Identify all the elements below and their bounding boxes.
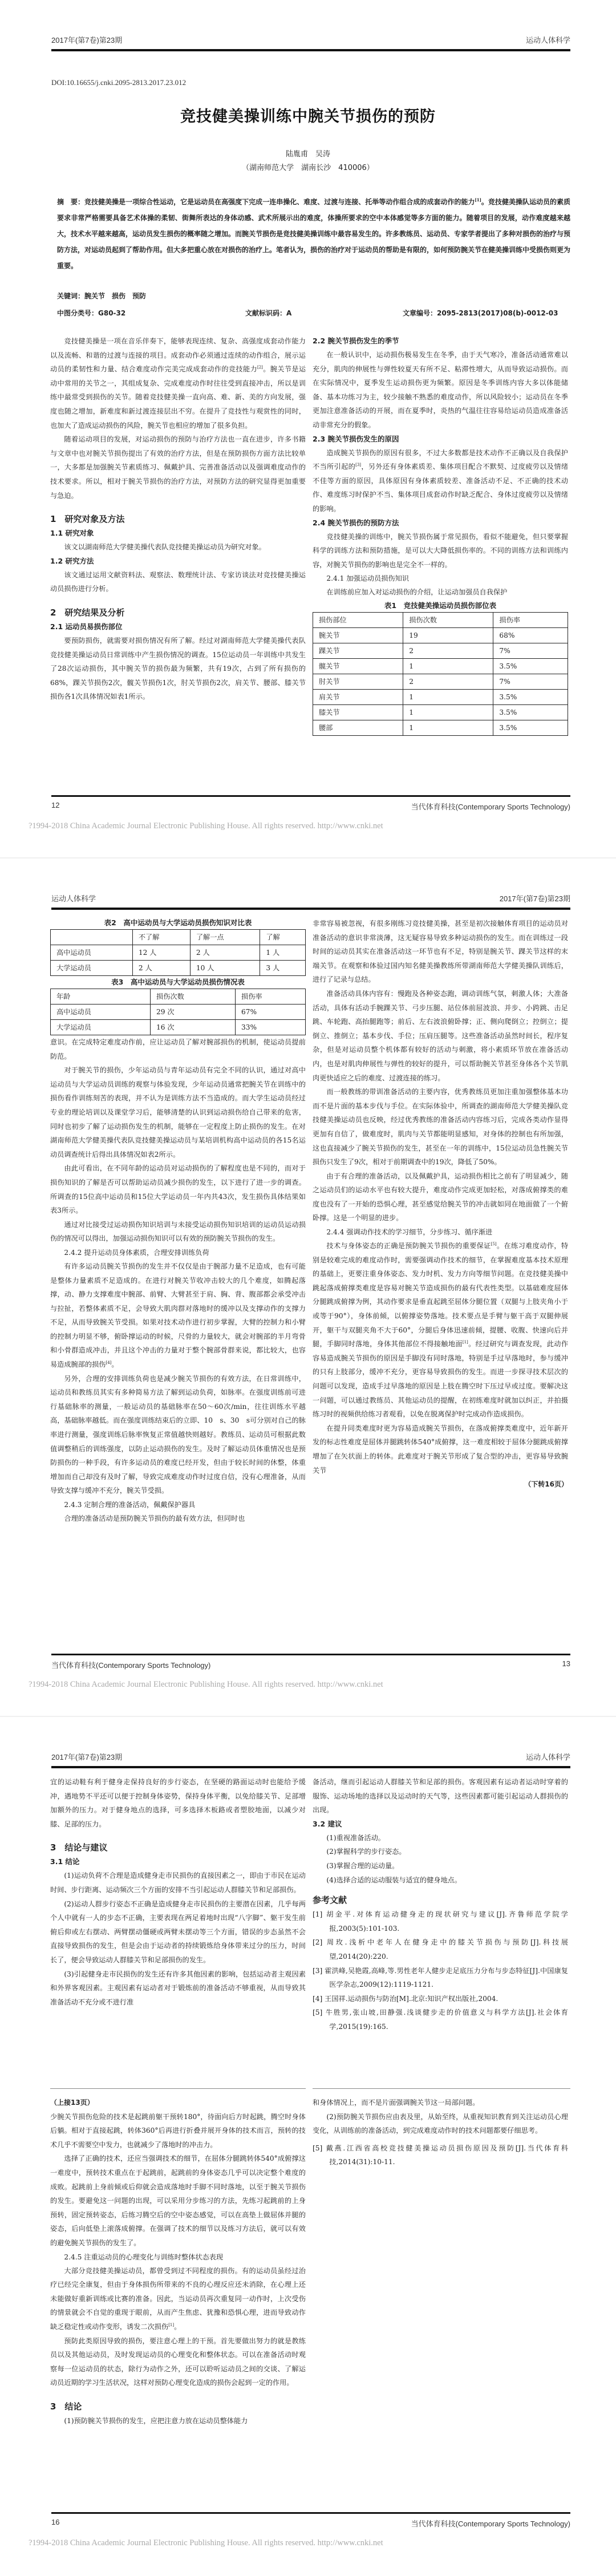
table-cell: 高中运动员 — [51, 945, 133, 961]
subsubsection-heading: 2.4.3 定制合理的准备活动，佩戴保护器具 — [64, 1501, 196, 1509]
table-cell: 2 人 — [190, 945, 260, 961]
table-header-cell: 损伤率 — [493, 612, 568, 627]
table-cell: 踝关节 — [313, 643, 403, 658]
issue-label: 2017年(第7卷)第23期 — [499, 894, 570, 903]
subsection-heading: 1.2 研究方法 — [50, 556, 94, 565]
table-cell: 67% — [236, 1005, 306, 1020]
reference-item: [5] 戴燕.江西省高校竞技健美操运动员损伤原因及预防[J].当代体育科技,2014(31):10-11. — [313, 2144, 568, 2166]
table-row — [51, 1020, 306, 1035]
table-row — [313, 674, 568, 689]
column-left-upper — [50, 1775, 306, 2009]
table-row — [313, 689, 568, 704]
page-footer — [51, 2518, 570, 2530]
table-cell: 2 — [403, 674, 493, 689]
footer-rule — [51, 1654, 570, 1655]
paragraph: 技术与身体姿态的正确是预防腕关节损伤的重要保证[5]。在练习难度动作，特别是较难完成的难度动作时，需要强调动作技术的细节，在掌握难度基本技术原理的基础上，更要注重身体姿态、发力时机、发力方向等细节问题。在竞技健美操中跳起落成俯撑类难度是容易对腕关节造成损伤的最有代表性类型。以基础难度屈体分腿跳成俯撑为例，其动作要求是垂直起跳至屈体分腿位置（双腿与上肢夹角小于或等于90°），身体前倾，以俯撑姿势落地。技术要点是手臂与躯干高于双腿伸展开，躯干与双腿夹角不大于60°，分腿后身体迅速前倾，提腰、收腹、快速向后并腿，手脚同时落地，身体其他部位不得接触地面[1]。经过研究与调查发现，此动作容易造成腕关节损伤的原因是手脚没有同时落地，特别是手过早落地时，参与缓冲的只有上肢部分，缓冲不充分，更容易导致损伤的发生。而进一步探寻技术层次的问题可以发现，造成手过早落地的原因是上肢在腾空时下压过早或过度。要解决这一问题，可以通过教练员、其他运动员的提醒，在初练难度时就加以纠正，并拍摄练习时的视频供给练习者观看，以免在脱离保护时完成动作造成损伤。 — [313, 1242, 569, 1419]
table-cell: 2 — [403, 643, 493, 658]
abstract — [57, 194, 570, 274]
paragraph: 对于腕关节的损伤，少年运动员与青年运动员有完全不同的认识，通过对高中运动员与大学运动员训练的观察与体验发现，少年运动员通常把腕关节在训练中的损伤看作训练刻苦的表现，并不认为是训练方法不当造成的。而大学生运动员经过专业的理论培训以及课堂学习后，能够清楚的认识到运动损伤给自己带来的危害，同时也初步了解了运动损伤发生的机制，能够在一定程度上防止损伤的发生。在对湖南师范大学健美操代表队竞技健美操运动员与某培训机构高中运动员的各15名运动员调查统计后得出具体情况如表2所示。 — [50, 1066, 306, 1159]
table-cell: 2 人 — [132, 961, 190, 976]
suggestion-item: (2)掌握科学的步行姿态。 — [326, 1848, 406, 1856]
paragraph: 随着运动项目的发展，对运动损伤的预防与治疗方法也一直在进步，许多书籍与文章中也对腕关节损伤提出了有效的治疗方法，但是在预防损伤方面方法比较单一，大多都是加强腕关节素质练习、佩戴护具、完善准备活动以及强调难度动作的技术要求。所以，相对于腕关节损伤的治疗方法，对预防方法的研究显得更加重要与急迫。 — [50, 435, 306, 500]
suggestion-item: (3)掌握合理的运动量。 — [326, 1861, 399, 1870]
section-heading: 1 研究对象及方法 — [50, 514, 125, 525]
paragraph: 由于有合理的准备活动，以及佩戴护具，运动损伤相比之前有了明显减少，随之运动员们的运动水平也有较大提升，难度动作完成更加轻松，对落成俯撑类的难度也没有了一开始的恐惧心理，甚至感觉给腕关节的冲击就如同在地面做了一个俯卧撑。这是一个明显的进步。 — [313, 1172, 568, 1222]
abstract-label: 摘 要： — [57, 198, 85, 206]
article-number: 文章编号：2095-2813(2017)08(b)-0012-03 — [403, 309, 558, 317]
table-cell: 腰部 — [313, 720, 403, 735]
table-2 — [50, 929, 306, 976]
table-row — [51, 1005, 306, 1020]
reference-item: [2] 周玫.浅析中老年人在健身走中的膝关节损伤与预防[J].科技展望,2014(20):220. — [313, 1938, 568, 1961]
affiliation: （湖南师范大学 湖南长沙 410006） — [242, 164, 374, 172]
table-header-cell: 了解 — [260, 930, 306, 945]
footer-rule — [51, 795, 570, 797]
paragraph: 在一般认识中，运动损伤极易发生在冬季，由于天气寒冷，准备活动通常难以充分，肌肉的伸展性与弹性较夏天有所不足、粘滞性增大，从而导致运动损伤。而在实际情况中，夏季发生运动损伤更为频繁。原因是冬季训练内容大多以体能储备、基本功练习为主，较少接触不熟悉的难度动作，所以风险较小；运动员在冬季更加注意准备活动的开展，而在夏季时，炎热的气温往往容易给运动员造成准备活动非常充分的假象。 — [313, 351, 568, 429]
table-header-row — [51, 989, 306, 1005]
article-divider — [313, 2088, 570, 2089]
keywords-value: 腕关节 损伤 预防 — [84, 292, 147, 300]
page-16 — [0, 1717, 616, 2575]
paragraph: 和身体情况上，而不是片面强调腕关节这一局部问题。 — [313, 2099, 480, 2107]
table-cell: 1 — [403, 704, 493, 720]
reference-item: [5] 牛胜男,张山坡,田静强.浅谈健步走的价值意义与科学方法[J].社会体育学,2015(19):165. — [313, 2008, 568, 2031]
page-footer — [51, 1659, 570, 1672]
page-number: 13 — [562, 1659, 570, 1668]
paragraph: 大部分竞技健美操运动员，都曾受到过不同程度的损伤。有的运动员虽经过治疗已经完全康复，但由于身体损伤所带来的不良的心理反应还未消除，在心理上还未能做好重新训练或比赛的准备。因此，当运动员再次重复同一动作时，上次受伤的情景就会不自觉的重现于眼前，从而产生焦虑、犹豫和恐惧心理，进而导致动作缺乏稳定性或动作变形，诱发二次损伤[1]。 — [50, 2266, 306, 2331]
table-row — [313, 704, 568, 720]
paragraph: 另外，合理的安排训练负荷也是减少腕关节损伤的有效方法，在日常训练中，运动员和教练员其实有多种简易方法了解到运动负荷，如脉率。在强度训练前可进行基础脉率的测量，一般运动员的基础脉率在50～60次/min，往往训练水平越高，基础脉率越低。而在强度训练结束后的立即、10 s、30 s可分别对自己的脉率进行测量，强度训练后脉率恢复正常值越快则越好。教练员、运动员可根据此数值调整稍后的训练强度，以防止运动损伤的发生。及时了解运动员体重情况也是预防损伤的一种手段，有许多运动员的难度已经开发，但由于较长时间的休整，体重增加而自己却没有及时了解，导致完成难度动作时过度自信，没有心理准备，从而导致支撑与缓冲不充分，腕关节受损。 — [50, 1374, 306, 1495]
table-cell: 3.5% — [493, 658, 568, 674]
citation[interactable]: [3] — [355, 463, 362, 468]
table-header-cell — [51, 930, 133, 945]
page-header — [51, 893, 570, 905]
citation[interactable]: [2] — [257, 365, 263, 370]
page-13 — [0, 858, 616, 1717]
table-header-cell: 了解一点 — [190, 930, 260, 945]
column-right — [313, 917, 568, 1492]
table-2-caption: 表2 高中运动员与大学运动员损伤知识对比表 — [104, 918, 252, 927]
table-row — [313, 658, 568, 674]
citation[interactable]: [1] — [168, 2322, 175, 2327]
subsubsection-heading: 2.4.5 注重运动员的心理变化与训练时整体状态表现 — [64, 2253, 224, 2261]
references-list — [313, 1907, 568, 2034]
section-heading: 2 研究结果及分析 — [50, 607, 125, 618]
table-header-row — [51, 930, 306, 945]
paragraph: 备活动，继而引起运动人群膝关节和足部的损伤。客观因素有运动者运动时穿着的服饰、运动场地的选择以及运动时的天气等，这些因素都可能引起运动人群损伤的出现。 — [313, 1778, 568, 1814]
document-code: 文献标识码：A — [245, 309, 292, 317]
subsubsection-heading: 2.4.1 加强运动员损伤知识 — [326, 574, 409, 583]
paragraph: (1)运动负荷不合理是造成健身走市民损伤的直接因素之一，即由于市民在运动时间、步行距离、运动频次三个方面的安排不当引起运动人群膝关节和足部损伤。 — [50, 1872, 306, 1894]
table-cell: 高中运动员 — [51, 1005, 151, 1020]
table-row — [313, 720, 568, 735]
reference-item: [1] 胡金平.对体育运动健身走的现状研究与建议[J].齐鲁师范学院学报,2003(5):101-103. — [313, 1910, 568, 1933]
journal-name: 当代体育科技(Contemporary Sports Technology) — [411, 803, 570, 811]
table-cell: 68% — [493, 627, 568, 643]
table-cell: 10 人 — [190, 961, 260, 976]
references-list — [313, 2141, 568, 2169]
paragraph: 合理的准备活动是预防腕关节损伤的最有效方法，但同时也 — [64, 1514, 245, 1522]
section-heading: 3 结论与建议 — [50, 1842, 108, 1853]
citation[interactable]: [1] — [475, 197, 481, 202]
paragraph: 在提升同类难度时更为容易造成腕关节损伤，在落成俯撑类难度中，近年新开发的标志性难度是屈体并腿跳转体540°成俯撑，这一难度相较于屈体分腿跳成俯撑增加了在矢状面上的转体。此难度对于腕关节形成了复合型的冲击，更容易导致腕关节 — [313, 1424, 568, 1475]
table-row — [51, 945, 306, 961]
paragraph: 该文通过运用文献资料法、观察法、数理统计法、专家访谈法对竞技健美操运动员损伤进行分析。 — [50, 570, 306, 593]
journal-name: 当代体育科技(Contemporary Sports Technology) — [51, 1661, 211, 1670]
paragraph: (2)预防腕关节损伤应由表及里，从始至终，从重视知识教育到关注运动员心理变化，从训练前的准备活动，到完成难度动作时的技术问题都要仔细思考。 — [313, 2112, 568, 2135]
subsection-heading: 2.4 腕关节损伤的预防方法 — [313, 518, 399, 527]
paragraph: 在训练前应加入对运动损伤的介绍，让运动加强员自我保护 — [326, 588, 508, 597]
page-header — [51, 34, 570, 47]
table-cell: 16 次 — [151, 1020, 236, 1035]
table-cell: 7% — [493, 674, 568, 689]
table-cell: 33% — [236, 1020, 306, 1035]
paragraph: (1)预防腕关节损伤的发生，应把注意力放在运动员整体能力 — [64, 2416, 248, 2425]
issue-label: 2017年(第7卷)第23期 — [51, 36, 123, 44]
table-3 — [50, 989, 306, 1035]
table-cell: 腕关节 — [313, 627, 403, 643]
column-left — [50, 334, 306, 704]
subsection-heading: 2.3 腕关节损伤发生的原因 — [313, 434, 399, 443]
subsection-heading: 3.1 结论 — [50, 1857, 80, 1866]
issue-label: 2017年(第7卷)第23期 — [51, 1753, 123, 1761]
footer-rule — [51, 2512, 570, 2514]
table-cell: 1 — [403, 720, 493, 735]
table-header-cell: 损伤部位 — [313, 612, 403, 627]
header-rule — [51, 49, 570, 51]
page-number: 12 — [51, 801, 60, 809]
column-right-lower — [313, 2096, 568, 2169]
table-header-cell: 损伤次数 — [403, 612, 493, 627]
section-label: 运动人体科学 — [525, 36, 570, 44]
subsubsection-heading: 2.4.2 提升运动员身体素质，合理安排训练负荷 — [64, 1248, 209, 1257]
page-number: 16 — [51, 2518, 60, 2526]
table-cell: 1 人 — [260, 945, 306, 961]
table-cell: 1 — [403, 658, 493, 674]
section-heading: 3 结论 — [50, 2401, 82, 2412]
table-cell: 大学运动员 — [51, 961, 133, 976]
table-cell: 1 — [403, 689, 493, 704]
paragraph: 该文以湖南师范大学健美操代表队竞技健美操运动员为研究对象。 — [64, 543, 266, 552]
clc-number: 中图分类号：G80-32 — [57, 309, 126, 317]
copyright-line: ?1994-2018 China Academic Journal Electronic Publishing House. All rights reserved. http://www.cnki.net — [29, 1680, 383, 1689]
paragraph: 通过对比接受过运动损伤知识培训与未接受运动损伤知识培训的运动员运动损伤的情况可以得出，加强运动损伤知识可以有效的预防腕关节损伤的发生。 — [50, 1220, 306, 1243]
keywords — [57, 291, 146, 301]
subsection-heading: 2.1 运动员易损伤部位 — [50, 622, 123, 631]
authors: 陆胤甫 吴涛 — [285, 150, 330, 159]
table-row — [313, 627, 568, 643]
table-cell: 7% — [493, 643, 568, 658]
reference-item: [4] 王国祥.运动损伤与防治[M].北京:知识产权出版社,2004. — [313, 1994, 499, 2003]
paragraph: 有许多运动员腕关节损伤的发生并不仅仅是由于腕部力量不足造成，也有可能是整体力量素质不足造成的。在进行对腕关节收冲击较大的几个难度，如腾起落撑，动、静力支撑难度中腕部、前臂、大臂甚至于肩、胸、背、腹部都会承受冲击与拉扯，若整体素质不足，会导致大肌肉群对落地时的缓冲以及支撑动作的支撑力不足，从而导致腕关节受损。如果对技术动作进行初步掌握，大臂的控制力和小臂的控制力明显不够，俯卧撑运动的时候，尺骨的力量较大，就会对腕部的半月弯骨和小骨群造成冲击，并且这个冲击的力量对于整个腕部骨群来说，都比较大，也容易造成腕部的损伤[4]。 — [50, 1262, 306, 1369]
table-3-caption: 表3 高中运动员与大学运动员损伤情况表 — [111, 978, 245, 986]
citation[interactable]: [5] — [491, 1242, 497, 1246]
paragraph: 非常容易被忽视，有很多刚练习竞技健美操，甚至是初次接触体育项目的运动员对准备活动的意识非常淡薄，这无疑容易导致多种运动损伤的发生。而在训练过一段时间的运动员其实在准备活动这一环节也有不足，特别是腕关节、踝关节这样的末端关节。在观察和体验过国内知名健美操教练所带湖南师范大学健美操队训练后，进行了记录与总结。 — [313, 920, 568, 984]
subsection-heading: 2.2 腕关节损伤发生的季节 — [313, 337, 399, 345]
table-1-caption: 表1 竞技健美操运动员损伤部位表 — [384, 601, 497, 610]
paragraph: 意识。在完成特定难度动作前，应让运动员了解对腕部损伤的机制，使运动员提前防范。 — [50, 1038, 306, 1060]
article-divider — [50, 2088, 306, 2089]
table-cell: 髋关节 — [313, 658, 403, 674]
table-cell: 12 人 — [132, 945, 190, 961]
suggestion-item: (4)选择合适的运动服装与适宜的健身地点。 — [326, 1876, 462, 1884]
table-cell: 3.5% — [493, 720, 568, 735]
journal-name: 当代体育科技(Contemporary Sports Technology) — [411, 2520, 570, 2528]
paragraph: 选择了正确的技术，还应当强调技术的细节，在屈体分腿跳转体540°成俯撑这一难度中，预转技术重点在于起跳前，起跳前的身体姿态几乎可以决定整个难度的成败。起跳前上身前倾或后仰就会造成落地时手脚不同时落地，以至于腕关节损伤的发生。要避免这一问题的出现，可以采用分步练习的方法，先练习起跳前的上身预转，固定预转姿态，后练习腾空后的空中姿态感觉，可以在高垫上做屈体并腿的姿态，后向低垫上滚落成俯撑。在强调了技术的细节以及练习方法后，就可以有效的避免腕关节损伤的发生了。 — [50, 2154, 306, 2247]
table-header-cell: 损伤次数 — [151, 989, 236, 1005]
paragraph: 宜的运动鞋有利于健身走保持良好的步行姿态，在坚硬的路面运动时也能给予缓冲，遇地势不平还可以便于控制身体姿势，保持身体平衡，以免给膝关节、足部增加额外的压力。对于健身地点的选择，可多选择木板路或者塑胶地面，以减少对膝、足部的压力。 — [50, 1778, 306, 1828]
page-header — [51, 1751, 570, 1764]
header-rule — [51, 908, 570, 910]
table-cell: 肘关节 — [313, 674, 403, 689]
section-label: 运动人体科学 — [51, 894, 96, 903]
continued-note: （下转16页） — [524, 1480, 568, 1489]
paragraph: 预防此类原因导致的损伤，要注意心理上的干预。首先要做出努力的就是教练员以及其他运动员，及时发现运动员的心理变化和整体状态。可以在准备活动时观察每一位运动员的状态，除行为动作之外，还可以聆听运动员之间的交谈、了解运动员近期的学习生活状况，这样对预防心理变化造成的损伤会起到一定的作用。 — [50, 2336, 306, 2387]
citation[interactable]: [1] — [462, 1340, 468, 1345]
table-header-cell: 不了解 — [132, 930, 190, 945]
table-cell: 3 人 — [260, 961, 306, 976]
abstract-text: 竞技健美操是一项综合性运动，它是运动员在高强度下完成一连串操化、难度、过渡与连接、托举等动作组合成的成套动作的能力 — [84, 198, 475, 206]
table-cell: 19 — [403, 627, 493, 643]
table-cell: 膝关节 — [313, 704, 403, 720]
keywords-label: 关键词： — [57, 292, 85, 300]
paragraph: 而一般教练的带训准备活动的主要内容，优秀教练员更加注重加强整体基本功而不是片面的基本步伐与手位。在实际体验中，所调查的湖南师范大学健美操队竞技健美操运动员也反映，经过优秀教练的准备活动内容练习后，完成各类动作显得更加有自信了，做难度时，肌肉与关节都能明显感知，对身体的控制也有所加强，这也直接减少了腕关节损伤的发生，甚至在一年的训练中，15位运动员急性腕关节损伤只发生了9次，相对于前期调查中的19次，降低了50%。 — [313, 1088, 568, 1167]
table-row — [313, 643, 568, 658]
paragraph: 要预防损伤，就需要对损伤情况有所了解。经过对湖南师范大学健美操代表队竞技健美操运动员日常训练中产生损伤情况的调查。15位运动员一年训练中共发生了28次运动损伤，其中腕关节的损伤最为频繁，共有19次，占到了所有损伤的68%，踝关节损伤2次，髋关节损伤1次，肘关节损伤2次，肩关节、腰部、膝关节损伤各1次具体情况如表1所示。 — [50, 636, 306, 701]
references-heading: 参考文献 — [313, 1895, 347, 1906]
continued-note: （上接13页） — [50, 2099, 94, 2107]
column-left-lower — [50, 2096, 306, 2428]
table-1 — [313, 612, 568, 736]
paragraph: (2)运动人群步行姿态不正确是造成健身走市民损伤的主要潜在因素，几乎每两个人中就有一人的步态不正确，主要表现在两足着地时出现“八字脚”、躯干发生前俯后仰或左右摆动、两臂摆动僵硬或两臂未摆动等三个方面，错误的步态虽然不会直接导致损伤的发生，但是会由于运动者的持续锻炼给身体带来过分的压力，时间长了，便会导致运动人群膝关节和足部损伤的发生。 — [50, 1899, 306, 1964]
column-left — [50, 917, 306, 1526]
paragraph: 少腕关节损伤危险的技术是起跳前躯干预转180°，待面向后方时起跳，腾空时身体后躺。相对于直接起跳，转体360°后再进行折叠并展开身体的技术而言，预转的技术几乎不需要空中发力，也就减少了落地时的冲击力。 — [50, 2112, 306, 2149]
table-cell: 3.5% — [493, 704, 568, 720]
paragraph: 竞技健美操的训练中，腕关节损伤属于常见损伤，看似不能避免，但只要掌握科学的训练方法和预防措施，是可以大大降低损伤率的。不同的训练方法和训练内容，对腕关节损伤的影响也是完全不一样的。 — [313, 532, 568, 569]
table-row — [51, 961, 306, 976]
subsection-heading: 1.1 研究对象 — [50, 529, 94, 538]
paragraph: (3)引起健身走市民损伤的发生还有许多其他因素的影响，包括运动者主观因素和外界客观因素。主观因素有运动者对于锻炼前的准备活动不够重视，从而导致其准备活动不充分或不进行准 — [50, 1970, 306, 2006]
subsection-heading: 3.2 建议 — [313, 1819, 342, 1828]
paragraph: 造成腕关节损伤的原因有很多，不过大多数都是技术动作不正确以及自我保护不当所引起的[3]，另外还有身体素质差、集体项目配合不默契、过度疲劳以及情绪不佳等方面的原因，具体原因有身体素质较差、准备活动不足、不正确的技术动作、难度练习时保护不当、集体项目成套动作时缺乏配合、身体过度疲劳以及情绪的影响。 — [313, 448, 569, 513]
subsubsection-heading: 2.4.4 强调动作技术的学习细节，分步练习、循序渐进 — [326, 1228, 493, 1237]
paragraph: 准备活动具体内容有：慢跑及各种姿态跑，调动训练气氛，刺激人体；大准备活动，具体有活动手腕踝关节、弓步压腿、站位体前屈波浪、并步、小跨跳、击足跳、车轮跑、高抬腿跑等；前后、左右波浪俯卧撑；正、侧向爬倒立；控倒立；提倒立、推倒立；基本步伐、手位；压肩压腿等。这些准备活动虽然时间长，程序复杂，但是对运动员整个机体都有较好的活动与刺激，将小素质环节放在准备活动内，也是对肌肉伸展性与弹性的较好的提升，可以帮助腕关节甚至身体各个关节肌肉更快适应之后的难度、过渡连接的练习。 — [313, 989, 568, 1082]
suggestion-item: (1)重视准备活动。 — [326, 1833, 385, 1842]
paragraph: 竞技健美操是一项在音乐伴奏下，能够表现连续、复杂、高强度成套动作能力以及流畅、和谐的过渡与连接的项目。成套动作必须通过连续的动作组合，展示运动员的柔韧性和力量、结合难度动作完美完成成套动作的竞技能力[2]。腕关节是运动中常用的关节之一，其组成复杂、完成难度动作时往往受到直接冲击，所以是训练中最常受到损伤的关节。随着竞技健美操一直向高、难、新、美的方向发展，强度也随之增加，新难度和新过渡连接层出不穷。在提升了竞技性与观赏性的同时，也加大了造成运动损伤的风险，腕关节也相应的增加了很多负担。 — [50, 337, 306, 430]
citation[interactable]: [4] — [106, 1360, 112, 1365]
column-right — [313, 334, 568, 736]
copyright-line: ?1994-2018 China Academic Journal Electronic Publishing House. All rights reserved. http://www.cnki.net — [29, 821, 383, 831]
paragraph: 由此可看出，在不同年龄的运动员对运动损伤的了解程度也是不同的，而对于损伤知识的了解是否可以帮助运动员减少损伤的发生，以下进行了进一步的调查。所调查的15位高中运动员和15位大学运动员一年内共43次，发生损伤具体结果如表3所示。 — [50, 1164, 306, 1215]
page-footer — [51, 801, 570, 813]
column-right-upper — [313, 1775, 568, 2034]
header-rule — [51, 1766, 570, 1768]
reference-item: [3] 霍洪峰,吴艳霞,高峰,等.男性老年人健步走足底压力分布与步态特征[J].中国康复医学杂志,2009(12):1119-1121. — [313, 1966, 568, 1989]
table-header-cell: 损伤率 — [236, 989, 306, 1005]
table-cell: 大学运动员 — [51, 1020, 151, 1035]
copyright-line: ?1994-2018 China Academic Journal Electronic Publishing House. All rights reserved. http://www.cnki.net — [29, 2538, 383, 2547]
page-12 — [0, 0, 616, 858]
table-header-row — [313, 612, 568, 627]
section-label: 运动人体科学 — [525, 1753, 570, 1761]
table-header-cell: 年龄 — [51, 989, 151, 1005]
doi: DOI:10.16655/j.cnki.2095-2813.2017.23.012 — [51, 78, 187, 87]
article-title: 竞技健美操训练中腕关节损伤的预防 — [180, 108, 436, 125]
table-cell: 29 次 — [151, 1005, 236, 1020]
abstract-text-rest: 。竞技健美操队运动员的素质要求非常严格需要具备艺术体操的柔韧、街舞所表达的身体动感、武术所展示出的难度，体操所要求的空中本体感觉等多方面的能力。随着项目的发展，动作难度越来越大，技术水平越来越高，运动员发生损伤的概率随之增加。而腕关节损伤是竞技健美操训练中最容易发生的。许多教练员、运动员、专家学者提出了多种对损伤的治疗与预防方法，对运动员起到了帮助作用。但大多把重心放在对损伤的治疗上。笔者认为，损伤的治疗对于运动员的帮助是有限的，如何预防腕关节在健美操训练中受损伤则更为重要。 — [57, 198, 571, 270]
table-cell: 3.5% — [493, 689, 568, 704]
table-cell: 肩关节 — [313, 689, 403, 704]
